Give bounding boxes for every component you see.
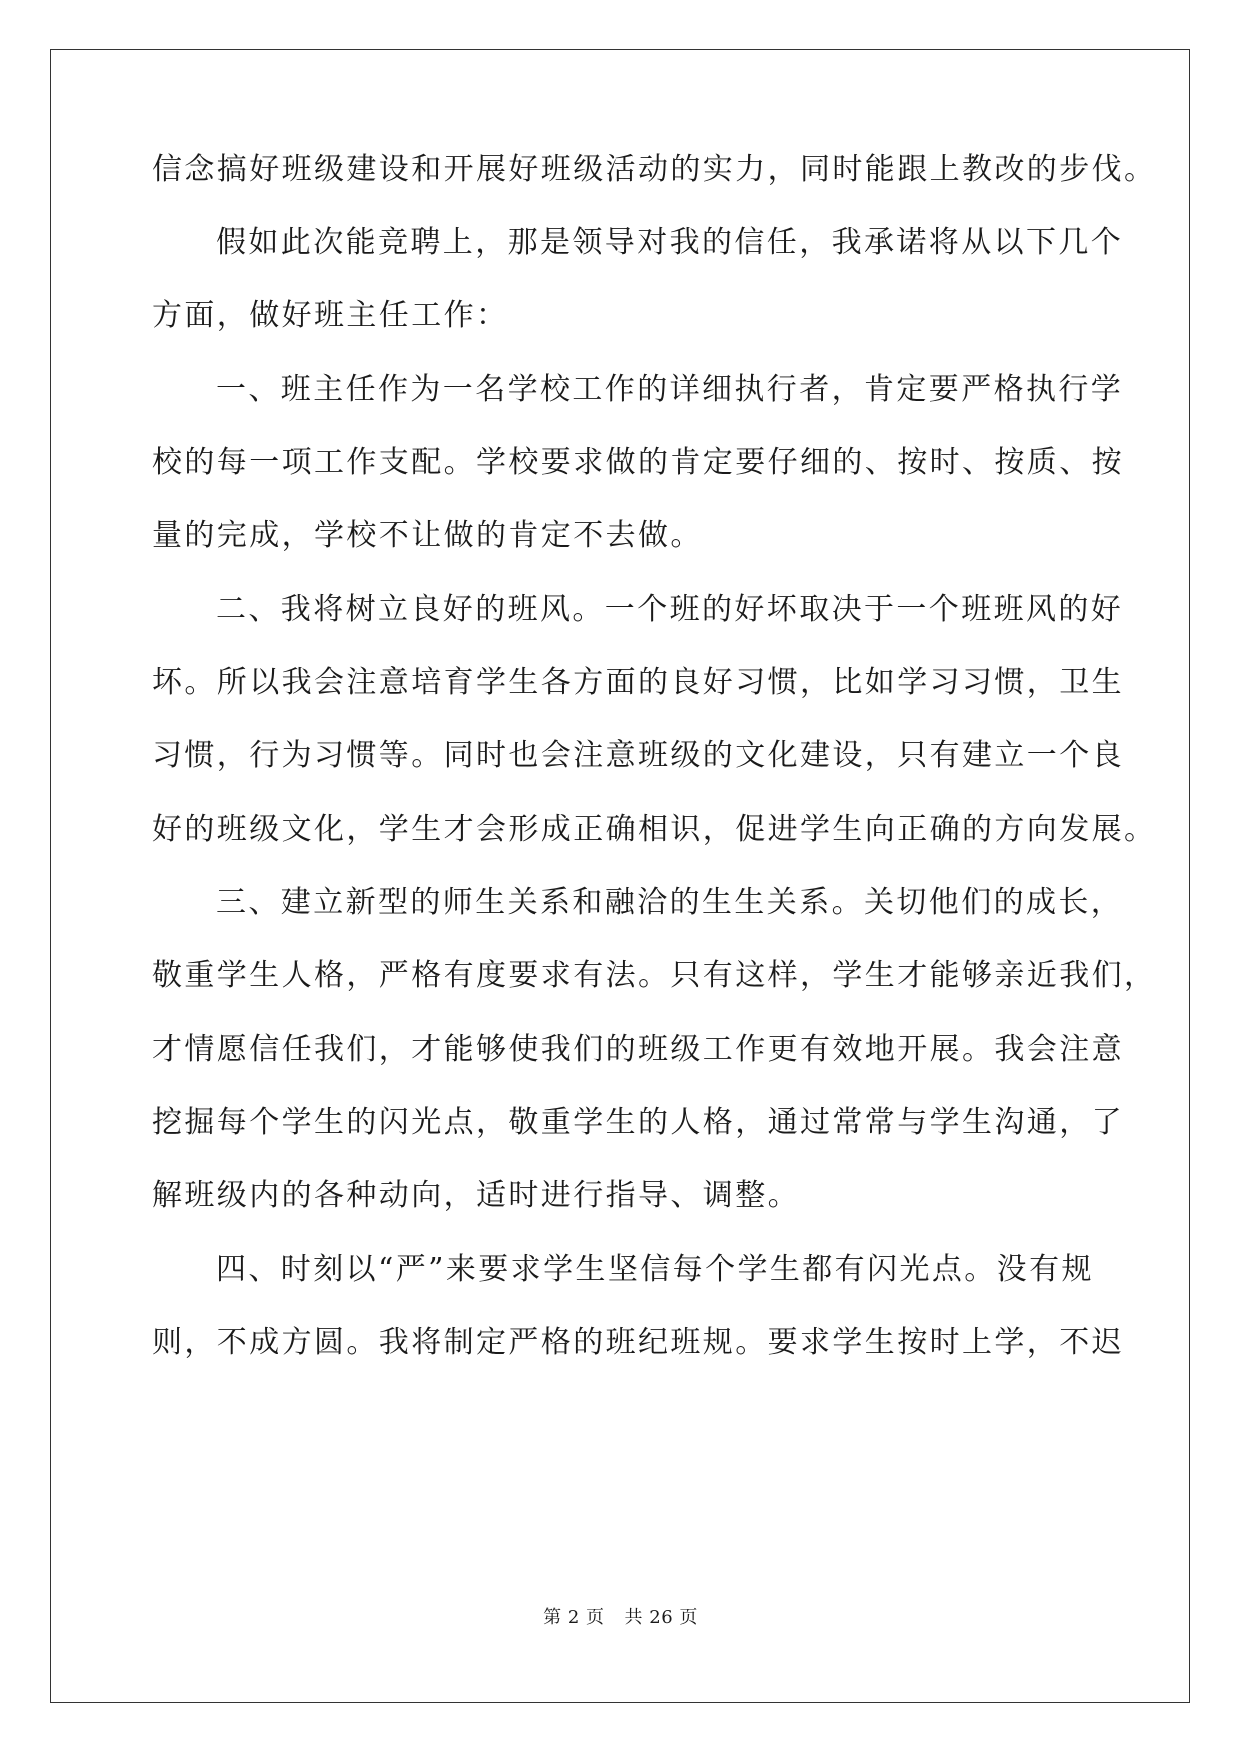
text-line: 敬重学生人格，严格有度要求有法。只有这样，学生才能够亲近我们， <box>152 958 1157 993</box>
text-line: 校的每一项工作支配。学校要求做的肯定要仔细的、按时、按质、按 <box>152 445 1124 480</box>
text-line: 挖掘每个学生的闪光点，敬重学生的人格，通过常常与学生沟通，了 <box>152 1105 1124 1140</box>
page-footer <box>0 1606 1241 1630</box>
text-line: 才情愿信任我们，才能够使我们的班级工作更有效地开展。我会注意 <box>152 1032 1124 1067</box>
text-line: 解班级内的各种动向，适时进行指导、调整。 <box>152 1178 800 1213</box>
paragraph-first-line: 二、我将树立良好的班风。一个班的好坏取决于一个班班风的好 <box>216 592 1124 627</box>
paragraph-first-line: 四、时刻以“严”来要求学生坚信每个学生都有闪光点。没有规 <box>216 1252 1094 1287</box>
text-line: 好的班级文化，学生才会形成正确相识，促进学生向正确的方向发展。 <box>152 812 1157 847</box>
text-line: 信念搞好班级建设和开展好班级活动的实力，同时能跟上教改的步伐。 <box>152 152 1157 187</box>
total-pages: 共 26 页 <box>624 1607 698 1628</box>
text-line: 坏。所以我会注意培育学生各方面的良好习惯，比如学习习惯，卫生 <box>152 665 1124 700</box>
paragraph-first-line: 假如此次能竞聘上，那是领导对我的信任，我承诺将从以下几个 <box>216 225 1124 260</box>
page-number: 第 2 页 <box>543 1607 605 1628</box>
text-line: 习惯，行为习惯等。同时也会注意班级的文化建设，只有建立一个良 <box>152 738 1124 773</box>
text-line: 量的完成，学校不让做的肯定不去做。 <box>152 518 703 553</box>
paragraph-first-line: 一、班主任作为一名学校工作的详细执行者，肯定要严格执行学 <box>216 372 1124 407</box>
paragraph-first-line: 三、建立新型的师生关系和融洽的生生关系。关切他们的成长， <box>216 885 1124 920</box>
text-line: 方面，做好班主任工作： <box>152 298 509 333</box>
text-line: 则，不成方圆。我将制定严格的班纪班规。要求学生按时上学，不迟 <box>152 1325 1124 1360</box>
